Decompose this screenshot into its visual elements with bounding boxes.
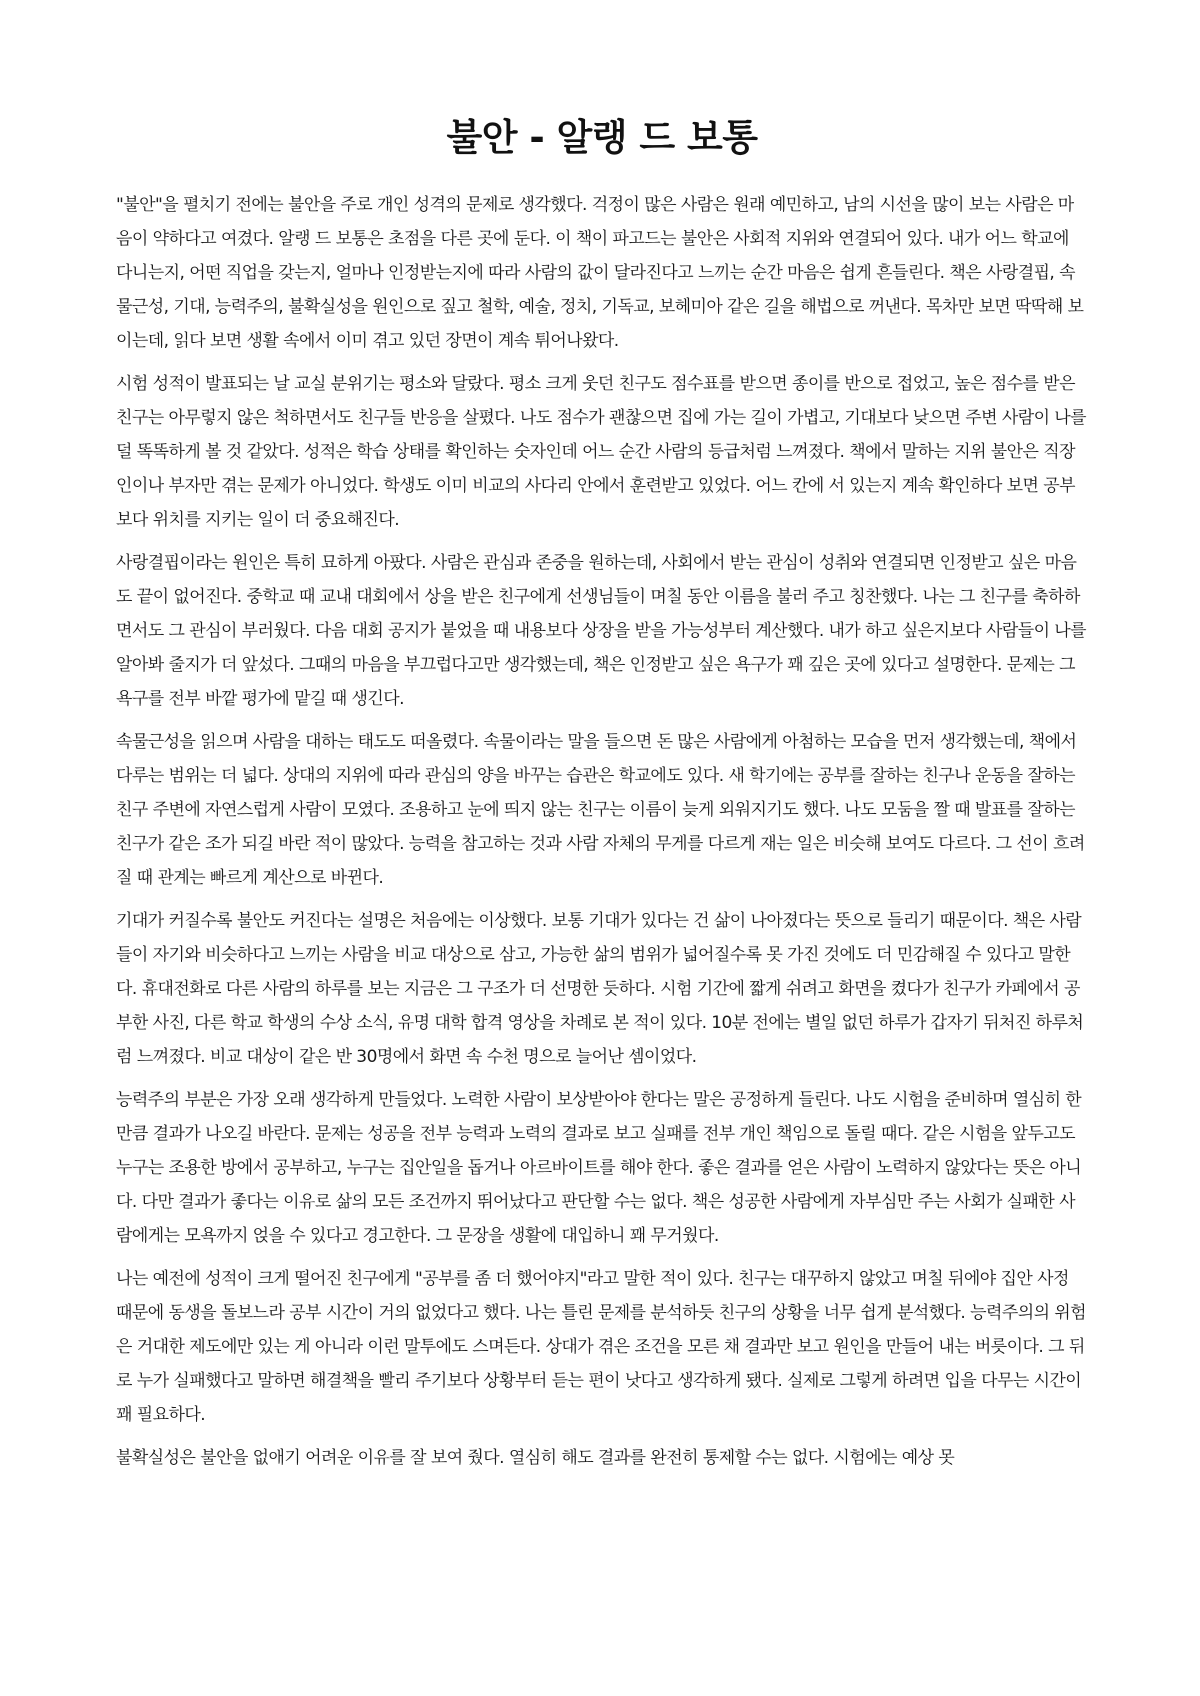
document-title: 불안 - 알랭 드 보통	[446, 116, 758, 159]
body-paragraph: 사랑결핍이라는 원인은 특히 묘하게 아팠다. 사람은 관심과 존중을 원하는데, 사회에서 받는 관심이 성취와 연결되면 인정받고 싶은 마음도 끝이 없어진다. 중학교 때 교내 대회에서 상을 받은 친구에게 선생님들이 며칠 동안 이름을 불러 주고 칭찬했다. 나는 그 친구를 축하하면서도 그 관심이 부러웠다. 다음 대회 공지가 붙었을 때 내용보다 상장을 받을 가능성부터 계산했다. 내가 하고 싶은지보다 사람들이 나를 알아봐 줄지가 더 앞섰다. 그때의 마음을 부끄럽다고만 생각했는데, 책은 인정받고 싶은 욕구가 꽤 깊은 곳에 있다고 설명한다. 문제는 그 욕구를 전부 바깥 평가에 맡길 때 생긴다.	[116, 553, 1087, 709]
body-paragraph: 나는 예전에 성적이 크게 떨어진 친구에게 "공부를 좀 더 했어야지"라고 말한 적이 있다. 친구는 대꾸하지 않았고 며칠 뒤에야 집안 사정 때문에 동생을 돌보느라 공부 시간이 거의 없었다고 했다. 나는 틀린 문제를 분석하듯 친구의 상황을 너무 쉽게 분석했다. 능력주의의 위험은 거대한 제도에만 있는 게 아니라 이런 말투에도 스며든다. 상대가 겪은 조건을 모른 채 결과만 보고 원인을 만들어 내는 버릇이다. 그 뒤로 누가 실패했다고 말하면 해결책을 빨리 주기보다 상황부터 듣는 편이 낫다고 생각하게 됐다. 실제로 그렇게 하려면 입을 다무는 시간이 꽤 필요하다.	[116, 1269, 1087, 1425]
body-paragraph: 불확실성은 불안을 없애기 어려운 이유를 잘 보여 줬다. 열심히 해도 결과를 완전히 통제할 수는 없다. 시험에는 예상 못	[116, 1448, 955, 1468]
body-paragraph: 능력주의 부분은 가장 오래 생각하게 만들었다. 노력한 사람이 보상받아야 한다는 말은 공정하게 들린다. 나도 시험을 준비하며 열심히 한 만큼 결과가 나오길 바란다. 문제는 성공을 전부 능력과 노력의 결과로 보고 실패를 전부 개인 책임으로 돌릴 때다. 같은 시험을 앞두고도 누구는 조용한 방에서 공부하고, 누구는 집안일을 돕거나 아르바이트를 해야 한다. 좋은 결과를 얻은 사람이 노력하지 않았다는 뜻은 아니다. 다만 결과가 좋다는 이유로 삶의 모든 조건까지 뛰어났다고 판단할 수는 없다. 책은 성공한 사람에게 자부심만 주는 사회가 실패한 사람에게는 모욕까지 얹을 수 있다고 경고한다. 그 문장을 생활에 대입하니 꽤 무거웠다.	[116, 1090, 1082, 1246]
body-paragraph: 기대가 커질수록 불안도 커진다는 설명은 처음에는 이상했다. 보통 기대가 있다는 건 삶이 나아졌다는 뜻으로 들리기 때문이다. 책은 사람들이 자기와 비슷하다고 느끼는 사람을 비교 대상으로 삼고, 가능한 삶의 범위가 넓어질수록 못 가진 것에도 더 민감해질 수 있다고 말한다. 휴대전화로 다른 사람의 하루를 보는 지금은 그 구조가 더 선명한 듯하다. 시험 기간에 짧게 쉬려고 화면을 켰다가 친구가 카페에서 공부한 사진, 다른 학교 학생의 수상 소식, 유명 대학 합격 영상을 차례로 본 적이 있다. 10분 전에는 별일 없던 하루가 갑자기 뒤처진 하루처럼 느껴졌다. 비교 대상이 같은 반 30명에서 화면 속 수천 명으로 늘어난 셈이었다.	[116, 911, 1084, 1067]
body-paragraph: 속물근성을 읽으며 사람을 대하는 태도도 떠올렸다. 속물이라는 말을 들으면 돈 많은 사람에게 아첨하는 모습을 먼저 생각했는데, 책에서 다루는 범위는 더 넓다. 상대의 지위에 따라 관심의 양을 바꾸는 습관은 학교에도 있다. 새 학기에는 공부를 잘하는 친구나 운동을 잘하는 친구 주변에 자연스럽게 사람이 모였다. 조용하고 눈에 띄지 않는 친구는 이름이 늦게 외워지기도 했다. 나도 모둠을 짤 때 발표를 잘하는 친구가 같은 조가 되길 바란 적이 많았다. 능력을 참고하는 것과 사람 자체의 무게를 다르게 재는 일은 비슷해 보여도 다르다. 그 선이 흐려질 때 관계는 빠르게 계산으로 바뀐다.	[116, 732, 1085, 888]
body-paragraph: "불안"을 펼치기 전에는 불안을 주로 개인 성격의 문제로 생각했다. 걱정이 많은 사람은 원래 예민하고, 남의 시선을 많이 보는 사람은 마음이 약하다고 여겼다. 알랭 드 보통은 초점을 다른 곳에 둔다. 이 책이 파고드는 불안은 사회적 지위와 연결되어 있다. 내가 어느 학교에 다니는지, 어떤 직업을 갖는지, 얼마나 인정받는지에 따라 사람의 값이 달라진다고 느끼는 순간 마음은 쉽게 흔들린다. 책은 사랑결핍, 속물근성, 기대, 능력주의, 불확실성을 원인으로 짚고 철학, 예술, 정치, 기독교, 보헤미아 같은 길을 해법으로 꺼낸다. 목차만 보면 딱딱해 보이는데, 읽다 보면 생활 속에서 이미 겪고 있던 장면이 계속 튀어나왔다.	[116, 195, 1084, 351]
body-paragraph: 시험 성적이 발표되는 날 교실 분위기는 평소와 달랐다. 평소 크게 웃던 친구도 점수표를 받으면 종이를 반으로 접었고, 높은 점수를 받은 친구는 아무렇지 않은 척하면서도 친구들 반응을 살폈다. 나도 점수가 괜찮으면 집에 가는 길이 가볍고, 기대보다 낮으면 주변 사람이 나를 덜 똑똑하게 볼 것 같았다. 성적은 학습 상태를 확인하는 숫자인데 어느 순간 사람의 등급처럼 느껴졌다. 책에서 말하는 지위 불안은 직장인이나 부자만 겪는 문제가 아니었다. 학생도 이미 비교의 사다리 안에서 훈련받고 있었다. 어느 칸에 서 있는지 계속 확인하다 보면 공부보다 위치를 지키는 일이 더 중요해진다.	[116, 374, 1087, 530]
